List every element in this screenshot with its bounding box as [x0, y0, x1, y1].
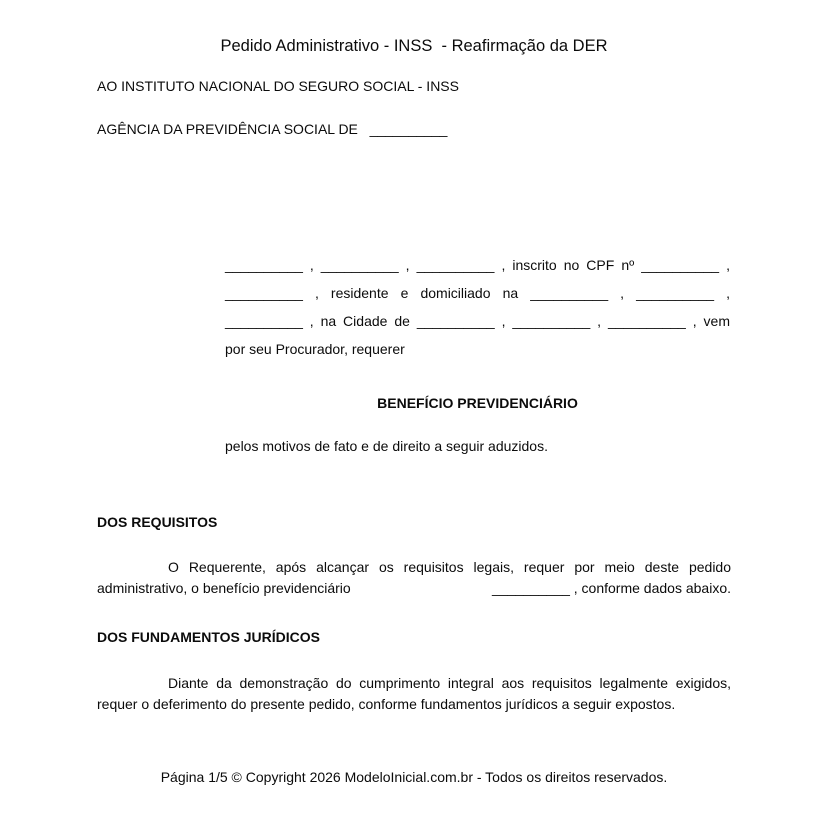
requisitos-line-1: O Requerente, após alcançar os requisitos legais, requer por meio deste pedido [168, 559, 731, 575]
requisitos-line-2-right: __________ , conforme dados abaixo. [492, 580, 731, 596]
requisitos-line-2-left: administrativo, o benefício previdenciário [97, 580, 351, 596]
requisitos-paragraph [97, 557, 731, 599]
qualification-line-1: __________ , __________ , __________ , inscrito no CPF nº __________ , [225, 257, 730, 273]
qualification-line-3: __________ , na Cidade de __________ , __________ , __________ , vem [225, 313, 730, 329]
addressee-line: AO INSTITUTO NACIONAL DO SEGURO SOCIAL - INSS [97, 78, 459, 94]
section-heading-fundamentos: DOS FUNDAMENTOS JURÍDICOS [97, 629, 320, 645]
agency-line: AGÊNCIA DA PREVIDÊNCIA SOCIAL DE __________ [97, 121, 448, 137]
page-footer: Página 1/5 © Copyright 2026 ModeloInicial.com.br - Todos os direitos reservados. [160, 769, 668, 785]
qualification-line-2: __________ , residente e domiciliado na __________ , __________ , [225, 285, 730, 301]
section-heading-requisitos: DOS REQUISITOS [97, 514, 218, 530]
requisitos-line-2 [97, 578, 731, 599]
qualification-paragraph [225, 251, 730, 363]
benefit-heading: BENEFÍCIO PREVIDENCIÁRIO [377, 395, 578, 411]
benefit-reason-line: pelos motivos de fato e de direito a seguir aduzidos. [225, 438, 548, 454]
fundamentos-paragraph [97, 673, 731, 715]
fundamentos-line-2: requer o deferimento do presente pedido, conforme fundamentos jurídicos a seguir expostos. [97, 696, 676, 712]
qualification-line-4: por seu Procurador, requerer [225, 341, 405, 357]
document-title: Pedido Administrativo - INSS - Reafirmação da DER [220, 37, 608, 55]
fundamentos-line-1: Diante da demonstração do cumprimento integral aos requisitos legalmente exigidos, [168, 675, 731, 691]
